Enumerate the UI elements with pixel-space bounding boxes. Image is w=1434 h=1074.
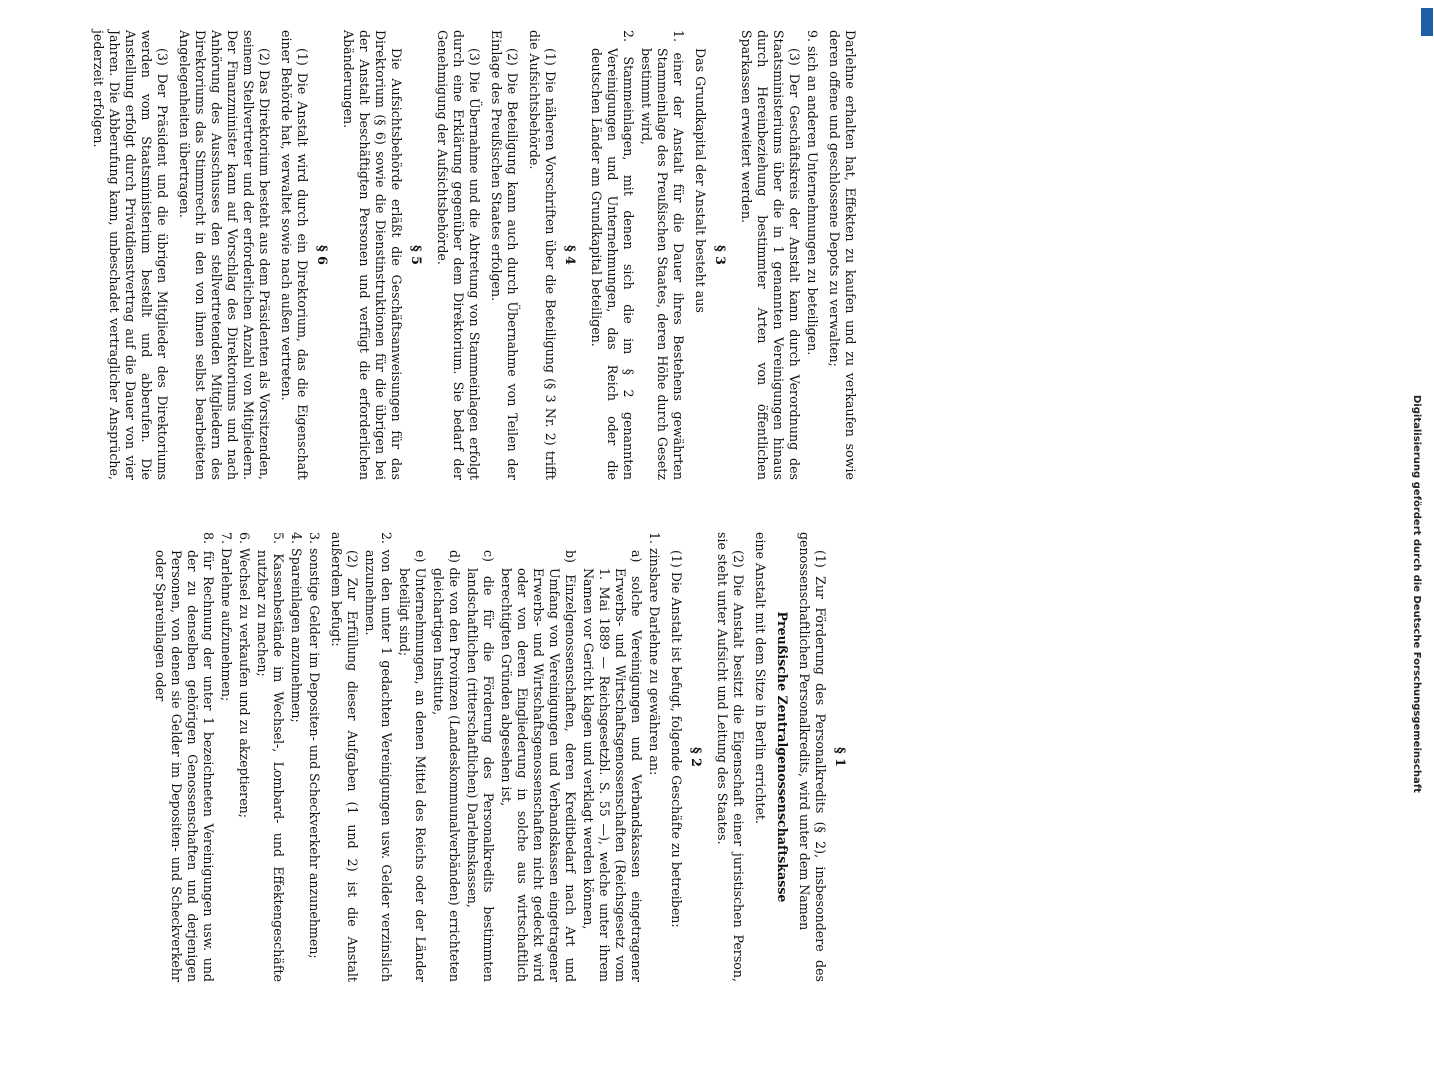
section-4-paragraph-2: (2) Die Beteiligung kann auch durch Übernahme von Teilen der Einlage des Preußischen Staates erfolgen. [489, 30, 520, 480]
continuation-paragraph: Darlehne erhalten hat, Effekten zu kaufen und zu verkaufen sowie deren offene und geschlossene Depots zu verwalten; [827, 30, 858, 480]
section-4-paragraph-3: (3) Die Übernahme und die Abtretung von Stammeinlagen erfolgt durch eine Erklärung gegenüber dem Direktorium. Sie bedarf der Genehmigung der Aufsichtsbehörde. [435, 30, 482, 480]
dfg-logo [1412, 8, 1433, 47]
list-subitem: c) die für die Förderung des Personalkredits bestimmten landschaftlichen (ritterschaftlichen) Darlehnskassen, [465, 550, 496, 982]
section-2-paragraph-1: (1) Die Anstalt ist befugt, folgende Geschäfte zu betreiben: [669, 550, 684, 928]
list-item: 1. einer der Anstalt für die Dauer ihres Bestehens gewährten Stammeinlage des Preußischen Staates, deren Höhe durch Gesetz bestimmt wird, [639, 30, 686, 480]
list-item: 3. sonstige Gelder im Depositen- und Scheckverkehr anzunehmen; [307, 532, 322, 959]
section-6-heading: § 6 [315, 245, 330, 265]
section-1-heading: § 1 [833, 747, 848, 767]
section-6-paragraph-2: (2) Das Direktorium besteht aus dem Präsidenten als Vorsitzenden, seinem Stellvertreter und der erforderlichen Anzahl von Mitgliedern. Der Finanzminister kann auf Vorschlag des Direktoriums und nach Anhörung des Ausschusses den stellvertretenden Mitgliedern des Direktoriums das Stimmrecht in den von ihnen selbst bearbeiteten Angelegenheiten übertragen. [177, 30, 272, 480]
section-5-heading: § 5 [409, 245, 424, 265]
section-2-paragraph-2: (2) Zur Erfüllung dieser Aufgaben (1 und 2) ist die Anstalt außerdem befugt: [329, 532, 360, 982]
list-item: 2. Stammeinlagen, mit denen sich die im § 2 genannten Vereinigungen und Unternehmungen, das Reich oder die deutschen Länder am Grundkapital beteiligen. [589, 30, 636, 480]
list-item: 8. für Rechnung der unter 1 bezeichneten Vereinigungen usw. und der zu denselben gehörigen Genossenschaften und derjenigen Personen, von denen sie Gelder im Depositen- und Scheckverkehr oder Spareinlagen oder [153, 532, 216, 982]
list-item: 6. Wechsel zu verkaufen und zu akzeptieren; [237, 532, 252, 819]
left-column [0, 532, 858, 982]
funding-notice: Digitalisierung gefördert durch die Deutsche Forschungsgemeinschaft [1411, 395, 1422, 793]
right-column [0, 30, 858, 480]
list-item: 9. sich an anderen Unternehmungen zu beteiligen. [805, 30, 820, 356]
list-item: 1. zinsbare Darlehne zu gewähren an: [647, 532, 662, 776]
section-1-paragraph-1: (1) Zur Förderung des Personalkredits (§ 2), insbesondere des genossenschaftlichen Personalkredits, wird unter dem Namen [797, 532, 828, 982]
section-3-heading: § 3 [713, 245, 728, 265]
list-subitem: b) Einzelgenossenschaften, deren Kreditbedarf nach Art und Umfang von Vereinigungen und Verbandskassen eingetragener Erwerbs- und Wirtschaftsgenossenschaften nicht gedeckt wird oder von deren Eingliederung in solche aus wirtschaftlich berechtigten Gründen abgesehen ist, [499, 550, 578, 982]
list-item: 5. Kassenbestände im Wechsel-, Lombard- und Effektengeschäfte nutzbar zu machen; [255, 532, 286, 982]
list-subitem: a) solche Vereinigungen und Verbandskassen eingetragener Erwerbs- und Wirtschaftsgenossenschaften (Reichsgesetz vom 1. Mai 1889 — Reichsgesetzbl. S. 55 —), welche unter ihrem Namen vor Gericht klagen und verklagt werden können, [581, 550, 644, 982]
section-6-paragraph-3: (3) Der Präsident und die übrigen Mitglieder des Direktoriums werden vom Staatsministerium bestellt und abberufen. Die Anstellung erfolgt durch Privatdienstvertrag auf die Dauer von vier Jahren. Die Abberufung kann, unbeschadet vertraglicher Ansprüche, jederzeit erfolgen. [91, 30, 170, 480]
section-3-paragraph: Das Grundkapital der Anstalt besteht aus [693, 48, 708, 313]
section-4-heading: § 4 [563, 245, 578, 265]
list-item: 7. Darlehne aufzunehmen; [219, 532, 234, 702]
dfg-logo-text: DFG [1412, 28, 1421, 47]
section-5-paragraph: Die Aufsichtsbehörde erläßt die Geschäftsanweisungen für das Direktorium (§ 6) sowie die Dienstinstruktionen für die übrigen bei der Anstalt beschäftigten Personen und verfügt die erforderlichen Abänderungen. [341, 30, 404, 480]
section-2-paragraph-3: (3) Der Geschäftskreis der Anstalt kann durch Verordnung des Staatsministeriums über die in 1 genannten Vereinigungen hinaus durch Hereinbeziehung bestimmter Arten von öffentlichen Sparkassen erweitert werden. [739, 30, 802, 480]
list-subitem: d) die von den Provinzen (Landeskommunalverbänden) errichteten gleichartigen Institute, [431, 550, 462, 982]
section-2-heading: § 2 [689, 747, 704, 767]
section-6-paragraph-1: (1) Die Anstalt wird durch ein Direktorium, das die Eigenschaft einer Behörde hat, verwaltet sowie nach außen vertreten. [279, 30, 310, 480]
section-1-paragraph-2: (2) Die Anstalt besitzt die Eigenschaft einer juristischen Person, sie steht unter Aufsicht und Leitung des Staates. [715, 532, 746, 982]
list-item: 2. von den unter 1 gedachten Vereinigungen usw. Gelder verzinslich anzunehmen. [363, 532, 394, 982]
list-item: 4. Spareinlagen anzunehmen; [289, 532, 304, 723]
section-1-paragraph-1-cont: eine Anstalt mit dem Sitze in Berlin errichtet. [753, 532, 768, 824]
institution-name: Preußische Zentralgenossenschaftskasse [775, 611, 790, 903]
section-4-paragraph-1: (1) Die näheren Vorschriften über die Beteiligung (§ 3 Nr. 2) trifft die Aufsichtsbehörde. [527, 30, 558, 480]
list-subitem: e) Unternehmungen, an denen Mittel des Reichs oder der Länder beteiligt sind; [397, 550, 428, 982]
